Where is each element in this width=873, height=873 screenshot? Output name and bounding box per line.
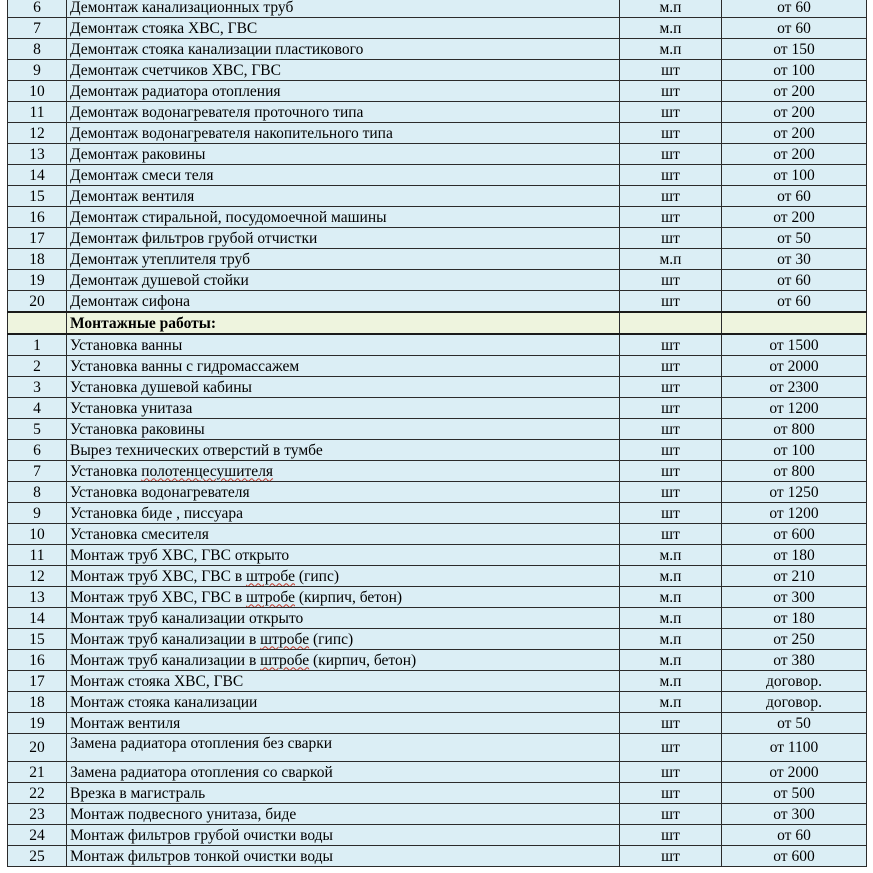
unit: шт	[620, 713, 722, 734]
row-number: 8	[8, 482, 67, 503]
price: от 1200	[722, 398, 867, 419]
unit: шт	[620, 102, 722, 123]
price: от 180	[722, 545, 867, 566]
section-title: Монтажные работы:	[70, 314, 217, 332]
section-num-cell	[8, 312, 67, 334]
price: от 60	[722, 270, 867, 291]
section-price-cell	[722, 312, 867, 334]
unit: м.п	[620, 0, 722, 18]
work-name: Демонтаж душевой стойки	[67, 270, 620, 291]
unit: шт	[620, 60, 722, 81]
table-row	[8, 165, 867, 186]
row-number: 15	[8, 629, 67, 650]
price: от 1100	[722, 734, 867, 762]
unit: м.п	[620, 249, 722, 270]
unit: шт	[620, 81, 722, 102]
row-number: 14	[8, 608, 67, 629]
table-row	[8, 60, 867, 81]
unit: м.п	[620, 650, 722, 671]
price: от 60	[722, 291, 867, 313]
unit: шт	[620, 398, 722, 419]
table-row	[8, 804, 867, 825]
row-number: 8	[8, 39, 67, 60]
row-number: 13	[8, 144, 67, 165]
table-row	[8, 144, 867, 165]
unit: шт	[620, 419, 722, 440]
work-name: Установка душевой кабины	[67, 377, 620, 398]
row-number: 22	[8, 783, 67, 804]
work-name: Замена радиатора отопления без сварки	[67, 734, 620, 762]
unit: шт	[620, 165, 722, 186]
row-number: 19	[8, 270, 67, 291]
work-name: Монтаж труб ХВС, ГВС в штробе (гипс)	[67, 566, 620, 587]
row-number: 10	[8, 81, 67, 102]
table-row	[8, 566, 867, 587]
page-margin	[867, 0, 873, 873]
price: от 150	[722, 39, 867, 60]
table-row	[8, 334, 867, 356]
table-row	[8, 419, 867, 440]
row-number: 23	[8, 804, 67, 825]
work-name: Демонтаж раковины	[67, 144, 620, 165]
price: от 50	[722, 713, 867, 734]
work-name: Демонтаж утеплителя труб	[67, 249, 620, 270]
unit: шт	[620, 734, 722, 762]
work-name: Монтаж труб канализации в штробе (гипс)	[67, 629, 620, 650]
row-number: 5	[8, 419, 67, 440]
row-number: 16	[8, 650, 67, 671]
table-row	[8, 440, 867, 461]
table-row	[8, 524, 867, 545]
row-number: 9	[8, 60, 67, 81]
work-name: Демонтаж счетчиков ХВС, ГВС	[67, 60, 620, 81]
unit: м.п	[620, 608, 722, 629]
montage-rows	[8, 334, 867, 867]
table-row	[8, 207, 867, 228]
unit: м.п	[620, 566, 722, 587]
price: от 200	[722, 207, 867, 228]
work-name: Монтаж подвесного унитаза, биде	[67, 804, 620, 825]
work-name: Установка ванны	[67, 334, 620, 356]
work-name: Установка полотенцесушителя	[67, 461, 620, 482]
work-name: Установка смесителя	[67, 524, 620, 545]
unit: м.п	[620, 18, 722, 39]
row-number: 2	[8, 356, 67, 377]
price: от 2000	[722, 356, 867, 377]
table-row	[8, 482, 867, 503]
price: от 380	[722, 650, 867, 671]
unit: м.п	[620, 39, 722, 60]
spellcheck-word: штробе	[246, 588, 295, 606]
table-row	[8, 545, 867, 566]
unit: шт	[620, 503, 722, 524]
work-name: Демонтаж водонагревателя проточного типа	[67, 102, 620, 123]
spellcheck-word: штробе	[260, 651, 310, 669]
table-row	[8, 692, 867, 713]
work-name: Монтаж труб ХВС, ГВС открыто	[67, 545, 620, 566]
work-name: Демонтаж канализационных труб	[67, 0, 620, 18]
row-number: 15	[8, 186, 67, 207]
section-unit-cell	[620, 312, 722, 334]
table-row	[8, 713, 867, 734]
table-row	[8, 629, 867, 650]
price: от 200	[722, 81, 867, 102]
unit: шт	[620, 440, 722, 461]
work-name: Демонтаж фильтров грубой отчистки	[67, 228, 620, 249]
spellcheck-word: штробе	[246, 567, 295, 585]
price: от 180	[722, 608, 867, 629]
unit: шт	[620, 524, 722, 545]
row-number: 10	[8, 524, 67, 545]
row-number: 6	[8, 0, 67, 18]
row-number: 1	[8, 334, 67, 356]
work-name: Демонтаж сифона	[67, 291, 620, 313]
row-number: 3	[8, 377, 67, 398]
price: от 200	[722, 102, 867, 123]
unit: шт	[620, 846, 722, 867]
section-title-cell	[67, 312, 620, 334]
work-name: Демонтаж стояка ХВС, ГВС	[67, 18, 620, 39]
price: от 100	[722, 60, 867, 81]
table-row	[8, 503, 867, 524]
row-number: 7	[8, 18, 67, 39]
table-row	[8, 249, 867, 270]
unit: шт	[620, 783, 722, 804]
unit: шт	[620, 356, 722, 377]
spellcheck-word: штробе	[260, 630, 310, 648]
row-number: 16	[8, 207, 67, 228]
table-row	[8, 734, 867, 762]
row-number: 9	[8, 503, 67, 524]
row-number: 6	[8, 440, 67, 461]
price: от 300	[722, 587, 867, 608]
work-name: Замена радиатора отопления со сваркой	[67, 762, 620, 783]
price: от 50	[722, 228, 867, 249]
table-row	[8, 825, 867, 846]
unit: шт	[620, 461, 722, 482]
unit: шт	[620, 123, 722, 144]
row-number: 21	[8, 762, 67, 783]
price: от 600	[722, 846, 867, 867]
row-number: 17	[8, 671, 67, 692]
unit: шт	[620, 334, 722, 356]
price: от 1500	[722, 334, 867, 356]
row-number: 12	[8, 566, 67, 587]
price: от 800	[722, 419, 867, 440]
price: от 200	[722, 123, 867, 144]
price: от 1250	[722, 482, 867, 503]
row-number: 18	[8, 692, 67, 713]
row-number: 4	[8, 398, 67, 419]
work-name: Установка водонагревателя	[67, 482, 620, 503]
row-number: 20	[8, 291, 67, 313]
table-row	[8, 81, 867, 102]
price: от 100	[722, 165, 867, 186]
price: от 60	[722, 18, 867, 39]
price: от 250	[722, 629, 867, 650]
work-name: Монтаж фильтров грубой очистки воды	[67, 825, 620, 846]
work-name: Монтаж труб канализации открыто	[67, 608, 620, 629]
price: от 60	[722, 186, 867, 207]
price: от 800	[722, 461, 867, 482]
work-name: Установка унитаза	[67, 398, 620, 419]
demontage-rows	[8, 0, 867, 312]
unit: м.п	[620, 629, 722, 650]
section-row	[8, 312, 867, 334]
unit: шт	[620, 186, 722, 207]
unit: шт	[620, 207, 722, 228]
work-name: Вырез технических отверстий в тумбе	[67, 440, 620, 461]
work-name: Монтаж труб ХВС, ГВС в штробе (кирпич, бетон)	[67, 587, 620, 608]
unit: шт	[620, 228, 722, 249]
table-row	[8, 123, 867, 144]
table-row	[8, 18, 867, 39]
price: от 60	[722, 0, 867, 18]
row-number: 25	[8, 846, 67, 867]
work-name: Демонтаж водонагревателя накопительного типа	[67, 123, 620, 144]
montage-section-header	[8, 312, 867, 334]
price: от 2000	[722, 762, 867, 783]
row-number: 11	[8, 545, 67, 566]
unit: м.п	[620, 671, 722, 692]
row-number: 19	[8, 713, 67, 734]
row-number: 13	[8, 587, 67, 608]
work-name: Монтаж стояка ХВС, ГВС	[67, 671, 620, 692]
table-row	[8, 356, 867, 377]
unit: шт	[620, 270, 722, 291]
work-name: Установка раковины	[67, 419, 620, 440]
unit: шт	[620, 144, 722, 165]
work-name: Установка ванны с гидромассажем	[67, 356, 620, 377]
table-row	[8, 762, 867, 783]
price: договор.	[722, 671, 867, 692]
work-name: Монтаж труб канализации в штробе (кирпич, бетон)	[67, 650, 620, 671]
unit: шт	[620, 804, 722, 825]
table-row	[8, 39, 867, 60]
table-row	[8, 0, 867, 18]
work-name: Монтаж вентиля	[67, 713, 620, 734]
table-row	[8, 608, 867, 629]
price: от 2300	[722, 377, 867, 398]
unit: шт	[620, 482, 722, 503]
price: от 200	[722, 144, 867, 165]
unit: м.п	[620, 545, 722, 566]
row-number: 7	[8, 461, 67, 482]
table-row	[8, 102, 867, 123]
table-row	[8, 291, 867, 313]
price: от 600	[722, 524, 867, 545]
row-number: 18	[8, 249, 67, 270]
row-number: 24	[8, 825, 67, 846]
spellcheck-word: полотенцесушителя	[141, 462, 274, 480]
work-name: Демонтаж смеси теля	[67, 165, 620, 186]
unit: м.п	[620, 692, 722, 713]
table-row	[8, 270, 867, 291]
work-name: Демонтаж радиатора отопления	[67, 81, 620, 102]
table-row	[8, 228, 867, 249]
table-row	[8, 671, 867, 692]
table-row	[8, 587, 867, 608]
table-row	[8, 186, 867, 207]
unit: шт	[620, 762, 722, 783]
row-number: 14	[8, 165, 67, 186]
row-number: 11	[8, 102, 67, 123]
table-row	[8, 783, 867, 804]
table-row	[8, 398, 867, 419]
work-name: Демонтаж стояка канализации пластикового	[67, 39, 620, 60]
unit: шт	[620, 377, 722, 398]
work-name: Установка биде , писсуара	[67, 503, 620, 524]
unit: шт	[620, 825, 722, 846]
price: договор.	[722, 692, 867, 713]
price: от 100	[722, 440, 867, 461]
row-number: 20	[8, 734, 67, 762]
price: от 1200	[722, 503, 867, 524]
row-number: 17	[8, 228, 67, 249]
price: от 300	[722, 804, 867, 825]
unit: шт	[620, 291, 722, 313]
work-name: Демонтаж стиральной, посудомоечной машины	[67, 207, 620, 228]
work-name: Монтаж фильтров тонкой очистки воды	[67, 846, 620, 867]
work-name: Демонтаж вентиля	[67, 186, 620, 207]
table-row	[8, 461, 867, 482]
table-row	[8, 377, 867, 398]
price: от 60	[722, 825, 867, 846]
row-number: 12	[8, 123, 67, 144]
work-name: Монтаж стояка канализации	[67, 692, 620, 713]
price-table	[7, 0, 867, 867]
price: от 210	[722, 566, 867, 587]
table-row	[8, 650, 867, 671]
table-row	[8, 846, 867, 867]
work-name: Врезка в магистраль	[67, 783, 620, 804]
unit: м.п	[620, 587, 722, 608]
price: от 30	[722, 249, 867, 270]
price: от 500	[722, 783, 867, 804]
